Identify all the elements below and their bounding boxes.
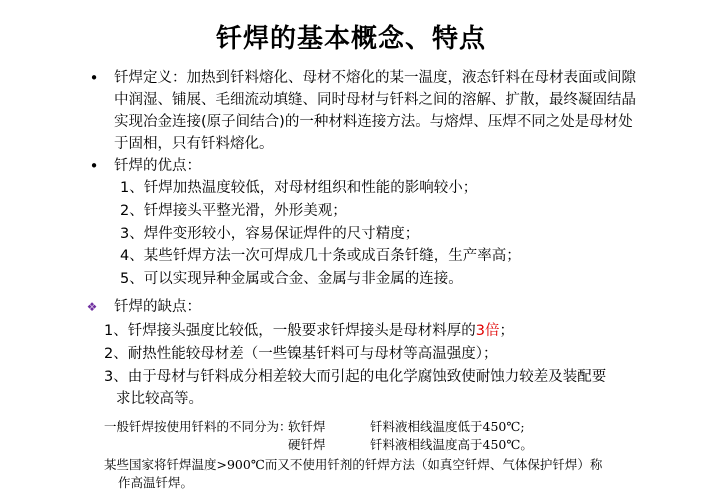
bullet-advantages: • xyxy=(89,157,99,175)
disadvantage-item-1 xyxy=(104,320,514,342)
note-high-temp-line2: 作高温钎焊。 xyxy=(118,475,194,490)
note-high-temp-line1: 某些国家将钎焊温度>900℃而又不使用钎剂的钎焊方法（如真空钎焊、气体保护钎焊）称 xyxy=(104,457,603,472)
advantages-heading: 钎焊的优点： xyxy=(114,158,201,174)
note-classification-label: 一般钎焊按使用钎料的不同分为： xyxy=(104,419,292,434)
highlight-3x: 3倍 xyxy=(475,323,500,339)
disadvantage-item-3-line2: 求比较高等。 xyxy=(116,391,203,407)
disadvantage-item-3-line1: 3、由于母材与钎料成分相差较大而引起的电化学腐蚀致使耐蚀力较差及装配要 xyxy=(104,369,607,385)
advantage-item-1: 1、钎焊加热温度较低，对母材组织和性能的影响较小； xyxy=(120,180,478,196)
definition-paragraph: 钎焊定义：加热到钎料熔化、母材不熔化的某一温度，液态钎料在母材表面或间隙中润湿、铺展、毛细流动填缝、同时母材与钎料之间的溶解、扩散，最终凝固结晶实现冶金连接(原子间结合)的一种材料连接方法。与熔焊、压焊不同之处是母材处于固相，只有钎料熔化。 xyxy=(114,70,636,152)
disadvantage-item-1-text: 1、钎焊接头强度比较低，一般要求钎焊接头是母材料厚的 xyxy=(104,323,476,339)
note-soft-soldering: 软钎焊 xyxy=(288,419,326,434)
advantage-item-2: 2、钎焊接头平整光滑，外形美观； xyxy=(120,203,347,219)
page-title: 钎焊的基本概念、特点 xyxy=(215,24,486,54)
disadvantage-item-2: 2、耐热性能较母材差（一些镍基钎料可与母材等高温强度）； xyxy=(104,346,498,362)
note-brazing: 硬钎焊 xyxy=(288,437,326,452)
disadvantages-heading: 钎焊的缺点： xyxy=(114,299,201,315)
note-brazing-desc: 钎料液相线温度高于450℃。 xyxy=(370,437,533,452)
note-soft-desc: 钎料液相线温度低于450℃; xyxy=(370,419,525,434)
disadvantage-item-1-end: ； xyxy=(499,323,514,339)
diamond-bullet-icon: ❖ xyxy=(86,300,98,314)
advantage-item-5: 5、可以实现异种金属或合金、金属与非金属的连接。 xyxy=(120,271,463,287)
bullet-definition: • xyxy=(89,69,99,87)
advantage-item-4: 4、某些钎焊方法一次可焊成几十条或成百条钎缝，生产率高； xyxy=(120,248,521,264)
advantage-item-3: 3、焊件变形较小，容易保证焊件的尺寸精度； xyxy=(120,226,420,242)
